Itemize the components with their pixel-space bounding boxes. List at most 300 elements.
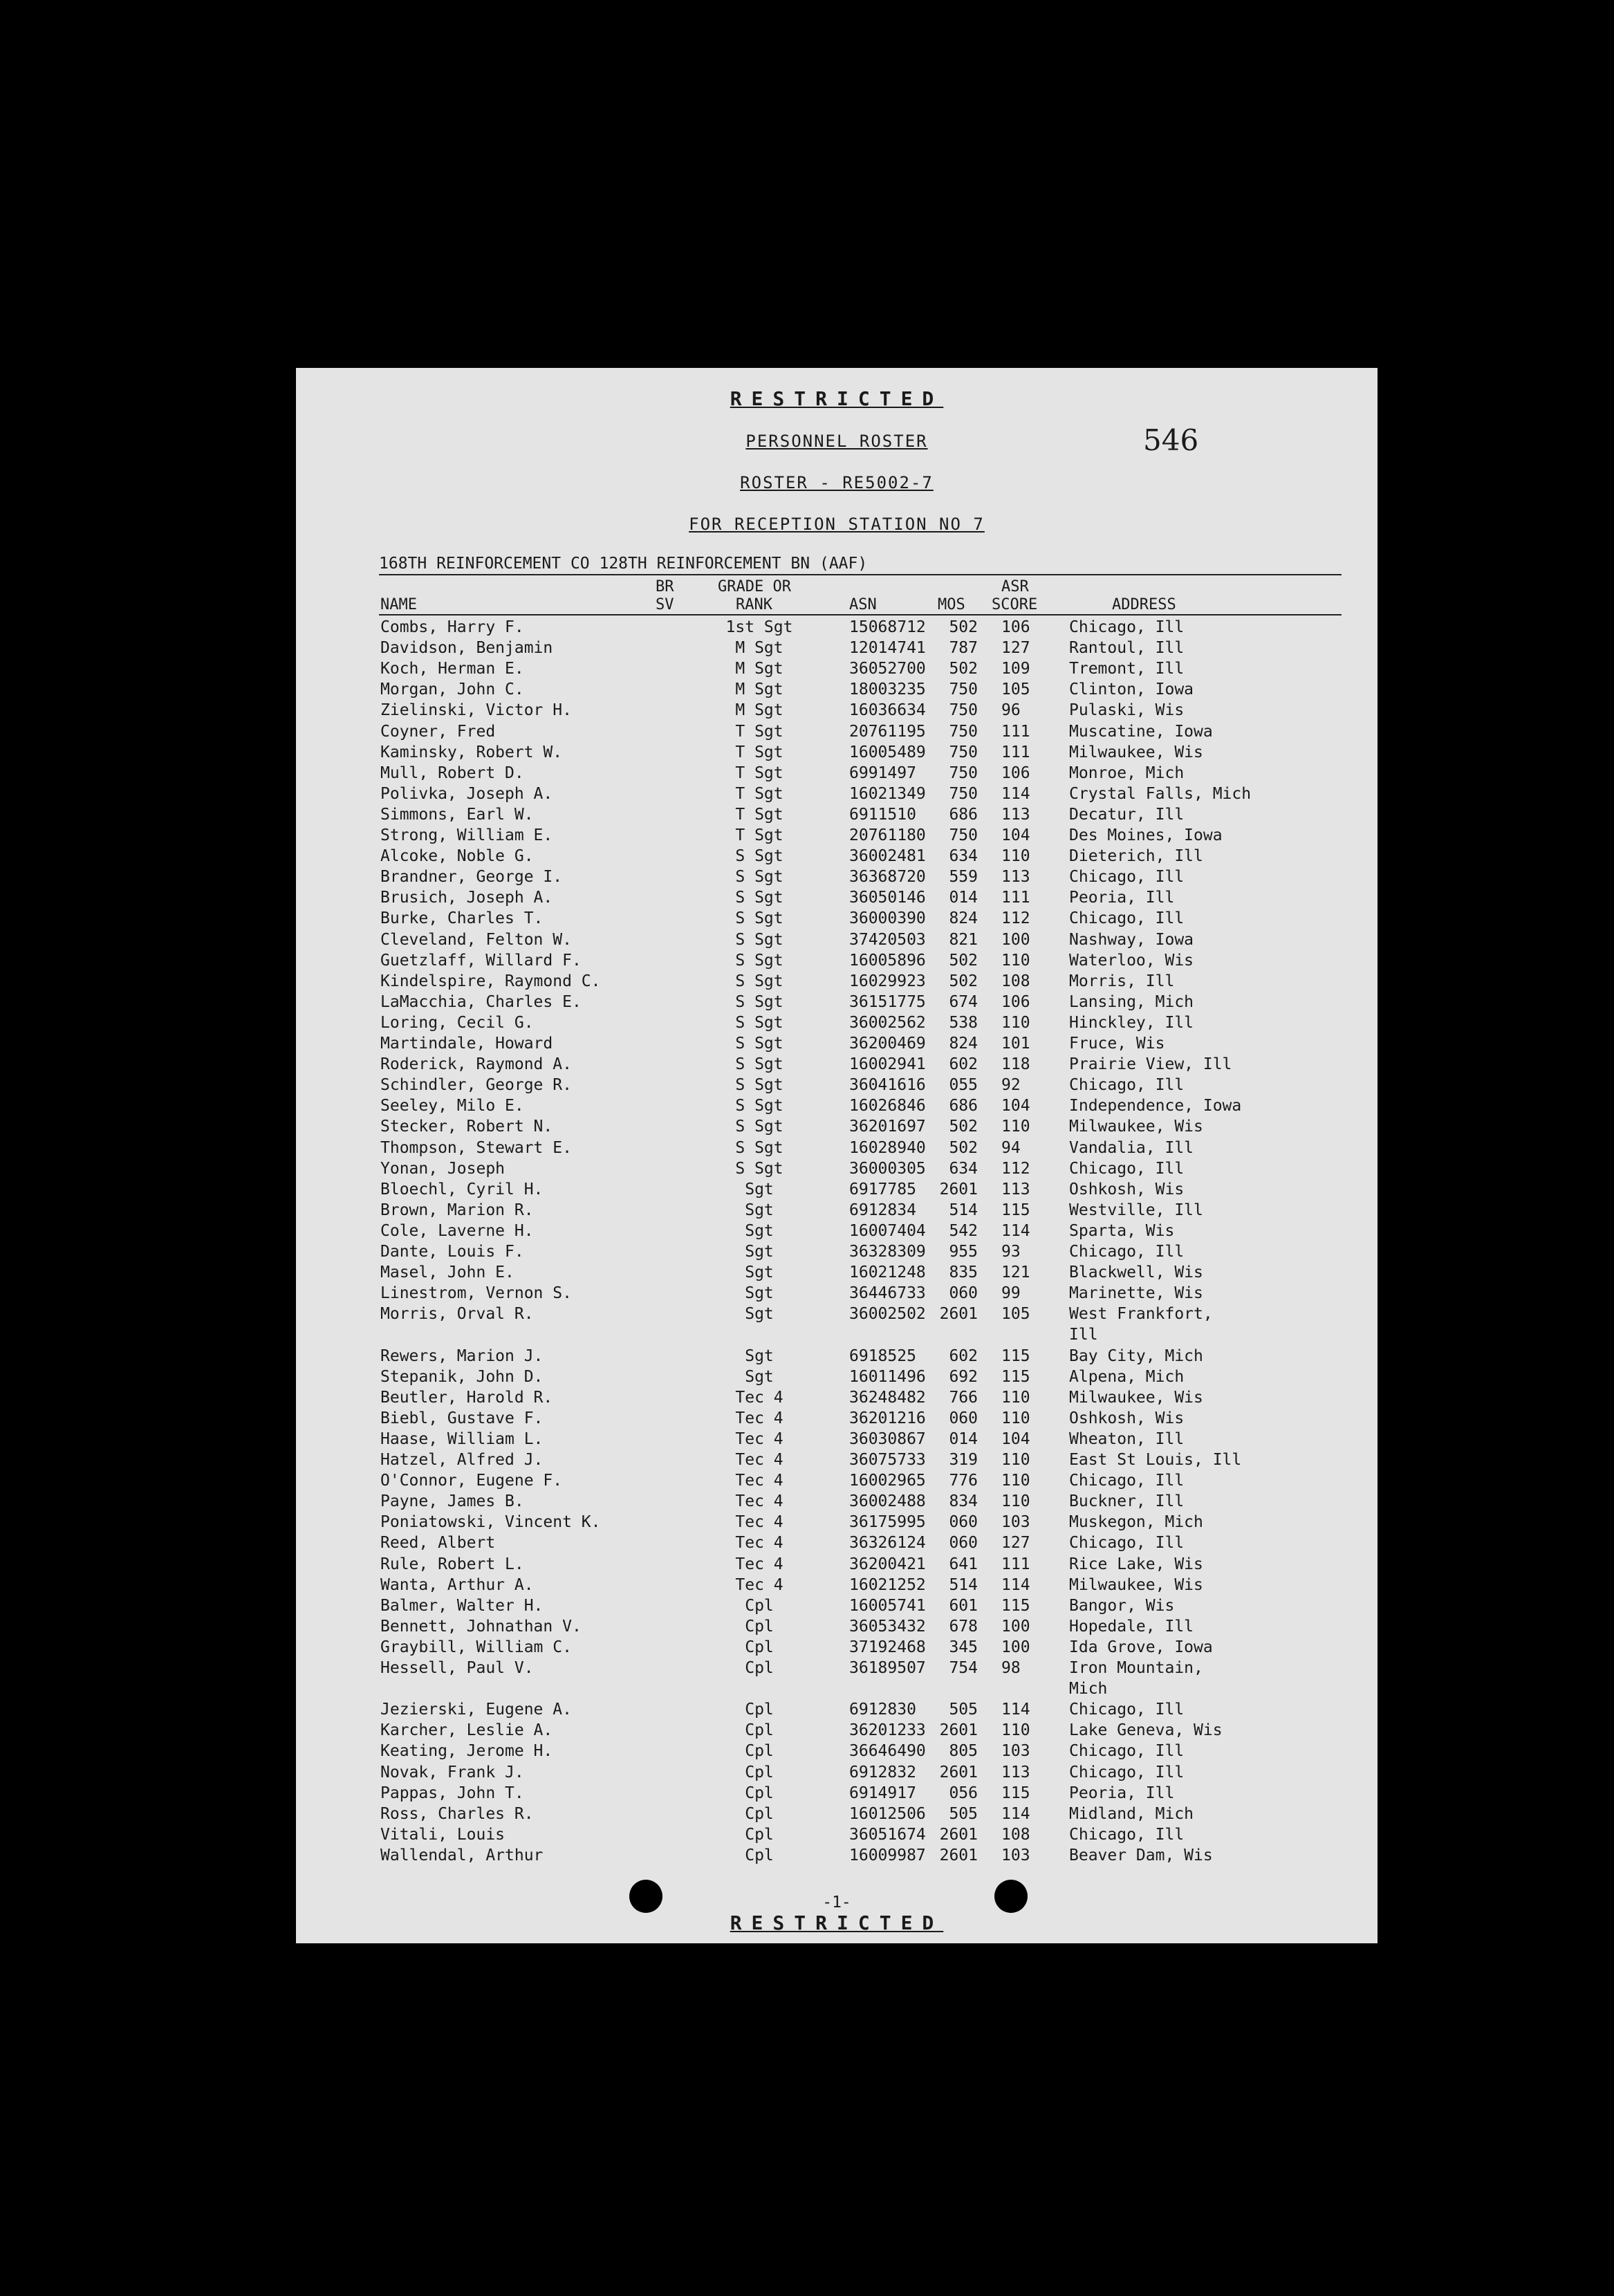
page-marker: -1- (822, 1894, 851, 1911)
row-score: 104 (1001, 1429, 1030, 1448)
row-name: Ross, Charles R. (380, 1804, 534, 1823)
row-rank: Cpl (745, 1784, 774, 1802)
row-rank: S Sgt (735, 889, 783, 907)
row-asn: 36201233 (849, 1721, 926, 1740)
row-score: 110 (1001, 847, 1030, 866)
row-mos: 060 (949, 1409, 978, 1427)
row-asn: 6914917 (849, 1784, 916, 1802)
row-address: Independence, Iowa (1069, 1097, 1242, 1115)
row-score: 115 (1001, 1346, 1030, 1365)
row-name: Burke, Charles T. (380, 909, 544, 928)
row-mos: 787 (949, 639, 978, 658)
row-asn: 36041616 (849, 1076, 926, 1095)
row-address: West Frankfort, (1069, 1305, 1213, 1324)
row-address: Chicago, Ill (1069, 1742, 1185, 1761)
table-row (296, 1513, 1378, 1534)
row-mos: 319 (949, 1451, 978, 1469)
row-rank: S Sgt (735, 972, 783, 990)
table-row (296, 1097, 1378, 1118)
row-rank: T Sgt (735, 805, 783, 824)
row-rank: S Sgt (735, 868, 783, 887)
row-address: Bangor, Wis (1069, 1596, 1175, 1615)
row-address-continuation: Ill (1069, 1326, 1098, 1344)
row-mos: 514 (949, 1575, 978, 1594)
row-asn: 36201697 (849, 1118, 926, 1136)
row-score: 94 (1001, 1138, 1021, 1157)
row-rank: S Sgt (735, 992, 783, 1011)
row-mos: 754 (949, 1659, 978, 1677)
row-asn: 16012506 (849, 1804, 926, 1823)
row-asn: 16005489 (849, 743, 926, 761)
row-rank: S Sgt (735, 1118, 783, 1136)
row-score: 106 (1001, 992, 1030, 1011)
row-mos: 805 (949, 1742, 978, 1761)
row-name: Karcher, Leslie A. (380, 1721, 553, 1740)
row-mos: 345 (949, 1638, 978, 1656)
row-score: 114 (1001, 1701, 1030, 1719)
row-address: Waterloo, Wis (1069, 951, 1194, 970)
row-score: 121 (1001, 1263, 1030, 1282)
row-score: 111 (1001, 1555, 1030, 1573)
row-mos: 060 (949, 1513, 978, 1532)
row-asn: 36000305 (849, 1159, 926, 1178)
row-address: Morris, Ill (1069, 972, 1175, 990)
row-rank: Tec 4 (735, 1575, 783, 1594)
row-rank: Sgt (745, 1243, 774, 1261)
row-score: 111 (1001, 722, 1030, 741)
table-row (296, 723, 1378, 743)
table-row (296, 1263, 1378, 1284)
col-asn: ASN (849, 596, 877, 613)
row-address: Chicago, Ill (1069, 1076, 1185, 1095)
table-row-continuation (296, 1680, 1378, 1701)
row-mos: 955 (949, 1243, 978, 1261)
row-score: 103 (1001, 1513, 1030, 1532)
row-asn: 36248482 (849, 1388, 926, 1407)
row-score: 110 (1001, 1013, 1030, 1032)
table-row (296, 952, 1378, 972)
row-name: Reed, Albert (380, 1534, 496, 1553)
header-rule-bottom (379, 614, 1342, 615)
row-score: 111 (1001, 889, 1030, 907)
row-rank: Tec 4 (735, 1555, 783, 1573)
row-name: Koch, Herman E. (380, 660, 524, 678)
row-score: 113 (1001, 1180, 1030, 1198)
row-mos: 634 (949, 1159, 978, 1178)
row-rank: S Sgt (735, 1097, 783, 1115)
row-score: 105 (1001, 681, 1030, 699)
row-mos: 056 (949, 1784, 978, 1802)
row-mos: 2601 (939, 1825, 978, 1844)
row-name: Stepanik, John D. (380, 1367, 544, 1386)
row-mos: 750 (949, 743, 978, 761)
row-rank: Cpl (745, 1846, 774, 1864)
row-rank: Tec 4 (735, 1472, 783, 1490)
row-asn: 36002562 (849, 1013, 926, 1032)
classification-bottom: RESTRICTED (730, 1911, 944, 1934)
row-score: 108 (1001, 1825, 1030, 1844)
row-asn: 6991497 (849, 763, 916, 782)
row-mos: 821 (949, 930, 978, 949)
table-row (296, 1284, 1378, 1305)
row-name: Combs, Harry F. (380, 618, 524, 636)
row-address: Chicago, Ill (1069, 618, 1185, 636)
row-asn: 36368720 (849, 868, 926, 887)
row-asn: 36646490 (849, 1742, 926, 1761)
table-row (296, 1555, 1378, 1576)
col-grade-top: GRADE OR (718, 578, 791, 595)
row-score: 113 (1001, 1763, 1030, 1781)
row-rank: Sgt (745, 1221, 774, 1240)
row-asn: 20761195 (849, 722, 926, 741)
row-address: Muskegon, Mich (1069, 1513, 1203, 1532)
col-address: ADDRESS (1112, 596, 1176, 613)
row-asn: 16002941 (849, 1055, 926, 1074)
row-mos: 834 (949, 1492, 978, 1511)
row-address: Chicago, Ill (1069, 868, 1185, 887)
row-rank: Cpl (745, 1596, 774, 1615)
row-mos: 514 (949, 1201, 978, 1219)
row-rank: Sgt (745, 1367, 774, 1386)
table-row (296, 785, 1378, 806)
row-score: 105 (1001, 1305, 1030, 1324)
row-score: 115 (1001, 1367, 1030, 1386)
row-asn: 16021349 (849, 784, 926, 803)
table-row (296, 1742, 1378, 1763)
row-score: 100 (1001, 1617, 1030, 1636)
table-row (296, 1763, 1378, 1784)
row-rank: M Sgt (735, 681, 783, 699)
header-rule-top (379, 574, 1342, 575)
table-row (296, 826, 1378, 847)
row-name: Beutler, Harold R. (380, 1388, 553, 1407)
row-name: Morris, Orval R. (380, 1305, 534, 1324)
row-address: Pulaski, Wis (1069, 701, 1185, 720)
row-asn: 16005896 (849, 951, 926, 970)
row-asn: 36075733 (849, 1451, 926, 1469)
row-rank: Sgt (745, 1201, 774, 1219)
row-score: 112 (1001, 909, 1030, 928)
row-asn: 36000390 (849, 909, 926, 928)
row-address: Chicago, Ill (1069, 1472, 1185, 1490)
table-row (296, 1139, 1378, 1160)
row-rank: T Sgt (735, 722, 783, 741)
row-asn: 16005741 (849, 1596, 926, 1615)
row-mos: 692 (949, 1367, 978, 1386)
row-score: 103 (1001, 1742, 1030, 1761)
row-rank: M Sgt (735, 660, 783, 678)
row-rank: S Sgt (735, 951, 783, 970)
row-rank: S Sgt (735, 1159, 783, 1178)
row-rank: Sgt (745, 1180, 774, 1198)
row-name: Coyner, Fred (380, 722, 496, 741)
row-address: East St Louis, Ill (1069, 1451, 1242, 1469)
table-row (296, 681, 1378, 701)
row-address: Milwaukee, Wis (1069, 1575, 1203, 1594)
row-mos: 766 (949, 1388, 978, 1407)
row-mos: 750 (949, 722, 978, 741)
col-asr-top: ASR (1001, 578, 1029, 595)
row-rank: Tec 4 (735, 1429, 783, 1448)
row-asn: 16028940 (849, 1138, 926, 1157)
row-mos: 750 (949, 784, 978, 803)
row-name: Mull, Robert D. (380, 763, 524, 782)
row-rank: S Sgt (735, 1138, 783, 1157)
row-address: Chicago, Ill (1069, 1701, 1185, 1719)
row-mos: 502 (949, 618, 978, 636)
row-mos: 2601 (939, 1305, 978, 1324)
table-row (296, 909, 1378, 930)
row-mos: 505 (949, 1701, 978, 1719)
row-name: Rule, Robert L. (380, 1555, 524, 1573)
row-score: 110 (1001, 1118, 1030, 1136)
table-row (296, 993, 1378, 1014)
row-score: 110 (1001, 1409, 1030, 1427)
row-name: Hatzel, Alfred J. (380, 1451, 544, 1469)
row-address: Chicago, Ill (1069, 1243, 1185, 1261)
row-asn: 20761180 (849, 826, 926, 844)
row-address: Prairie View, Ill (1069, 1055, 1232, 1074)
row-address: Muscatine, Iowa (1069, 722, 1213, 741)
table-row (296, 1701, 1378, 1721)
row-rank: T Sgt (735, 743, 783, 761)
row-name: Linestrom, Vernon S. (380, 1284, 572, 1303)
col-mos: MOS (938, 596, 965, 613)
row-mos: 634 (949, 847, 978, 866)
row-score: 96 (1001, 701, 1021, 720)
row-name: Guetzlaff, Willard F. (380, 951, 582, 970)
row-score: 98 (1001, 1659, 1021, 1677)
row-asn: 16036634 (849, 701, 926, 720)
row-asn: 16029923 (849, 972, 926, 990)
row-mos: 014 (949, 889, 978, 907)
row-rank: Tec 4 (735, 1451, 783, 1469)
row-asn: 36151775 (849, 992, 926, 1011)
row-name: Wallendal, Arthur (380, 1846, 544, 1864)
row-score: 104 (1001, 826, 1030, 844)
row-name: Haase, William L. (380, 1429, 544, 1448)
row-score: 127 (1001, 1534, 1030, 1553)
row-name: Bennett, Johnathan V. (380, 1617, 582, 1636)
row-score: 99 (1001, 1284, 1021, 1303)
row-mos: 678 (949, 1617, 978, 1636)
col-score: SCORE (992, 596, 1038, 613)
row-mos: 2601 (939, 1721, 978, 1740)
row-name: Strong, William E. (380, 826, 553, 844)
row-mos: 502 (949, 1138, 978, 1157)
row-asn: 16021252 (849, 1575, 926, 1594)
row-score: 106 (1001, 763, 1030, 782)
row-name: Yonan, Joseph (380, 1159, 505, 1178)
row-rank: Sgt (745, 1305, 774, 1324)
row-asn: 37192468 (849, 1638, 926, 1656)
col-grade-bottom: RANK (736, 596, 772, 613)
row-rank: 1st Sgt (725, 618, 793, 636)
row-address: Peoria, Ill (1069, 889, 1175, 907)
row-mos: 601 (949, 1596, 978, 1615)
row-name: Pappas, John T. (380, 1784, 524, 1802)
row-address: Dieterich, Ill (1069, 847, 1203, 866)
row-asn: 37420503 (849, 930, 926, 949)
row-asn: 36030867 (849, 1429, 926, 1448)
row-name: Stecker, Robert N. (380, 1118, 553, 1136)
row-score: 110 (1001, 1721, 1030, 1740)
row-address: Rantoul, Ill (1069, 639, 1185, 658)
table-row (296, 972, 1378, 993)
row-score: 114 (1001, 1804, 1030, 1823)
row-name: Cleveland, Felton W. (380, 930, 572, 949)
row-score: 113 (1001, 868, 1030, 887)
table-row (296, 1618, 1378, 1638)
row-name: Loring, Cecil G. (380, 1013, 534, 1032)
row-score: 110 (1001, 1451, 1030, 1469)
row-rank: S Sgt (735, 847, 783, 866)
row-asn: 16021248 (849, 1263, 926, 1282)
row-name: Brandner, George I. (380, 868, 563, 887)
classification-top: RESTRICTED (730, 387, 944, 410)
row-mos: 502 (949, 972, 978, 990)
row-asn: 36326124 (849, 1534, 926, 1553)
row-score: 110 (1001, 1388, 1030, 1407)
row-mos: 602 (949, 1346, 978, 1365)
row-address: Vandalia, Ill (1069, 1138, 1194, 1157)
row-mos: 2601 (939, 1763, 978, 1781)
row-address: Des Moines, Iowa (1069, 826, 1223, 844)
row-score: 100 (1001, 1638, 1030, 1656)
row-name: Brusich, Joseph A. (380, 889, 553, 907)
table-row (296, 1451, 1378, 1472)
row-address: Chicago, Ill (1069, 1763, 1185, 1781)
row-score: 104 (1001, 1097, 1030, 1115)
row-rank: Cpl (745, 1659, 774, 1677)
row-address: Sparta, Wis (1069, 1221, 1175, 1240)
row-address: Iron Mountain, (1069, 1659, 1203, 1677)
row-address: Chicago, Ill (1069, 909, 1185, 928)
table-row (296, 1014, 1378, 1035)
row-rank: T Sgt (735, 763, 783, 782)
row-asn: 36328309 (849, 1243, 926, 1261)
row-rank: Cpl (745, 1638, 774, 1656)
row-score: 112 (1001, 1159, 1030, 1178)
table-row (296, 1826, 1378, 1846)
row-rank: T Sgt (735, 784, 783, 803)
row-score: 115 (1001, 1596, 1030, 1615)
row-name: Schindler, George R. (380, 1076, 572, 1095)
table-row (296, 1721, 1378, 1742)
row-name: Thompson, Stewart E. (380, 1138, 572, 1157)
row-name: Brown, Marion R. (380, 1201, 534, 1219)
row-mos: 060 (949, 1284, 978, 1303)
row-address: Hopedale, Ill (1069, 1617, 1194, 1636)
row-asn: 6911510 (849, 805, 916, 824)
row-name: Kindelspire, Raymond C. (380, 972, 601, 990)
row-mos: 055 (949, 1076, 978, 1095)
row-rank: S Sgt (735, 930, 783, 949)
row-mos: 538 (949, 1013, 978, 1032)
row-address: Hinckley, Ill (1069, 1013, 1194, 1032)
row-mos: 750 (949, 826, 978, 844)
table-row (296, 1430, 1378, 1451)
row-mos: 542 (949, 1221, 978, 1240)
row-name: Poniatowski, Vincent K. (380, 1513, 601, 1532)
row-mos: 686 (949, 805, 978, 824)
roster-page (296, 368, 1378, 1943)
row-name: Jezierski, Eugene A. (380, 1701, 572, 1719)
row-address: Fruce, Wis (1069, 1035, 1165, 1053)
row-asn: 36050146 (849, 889, 926, 907)
row-name: Dante, Louis F. (380, 1243, 524, 1261)
row-address: Monroe, Mich (1069, 763, 1185, 782)
row-address: Alpena, Mich (1069, 1367, 1185, 1386)
row-name: Davidson, Benjamin (380, 639, 553, 658)
row-name: Vitali, Louis (380, 1825, 505, 1844)
col-br-top: BR (656, 578, 674, 595)
row-rank: Sgt (745, 1263, 774, 1282)
row-mos: 750 (949, 701, 978, 720)
row-asn: 12014741 (849, 639, 926, 658)
row-asn: 36002488 (849, 1492, 926, 1511)
row-score: 115 (1001, 1784, 1030, 1802)
row-name: Martindale, Howard (380, 1035, 553, 1053)
row-name: LaMacchia, Charles E. (380, 992, 582, 1011)
row-asn: 36189507 (849, 1659, 926, 1677)
row-asn: 16011496 (849, 1367, 926, 1386)
row-address: Nashway, Iowa (1069, 930, 1194, 949)
row-rank: Cpl (745, 1742, 774, 1761)
row-rank: Sgt (745, 1346, 774, 1365)
row-name: Balmer, Walter H. (380, 1596, 544, 1615)
row-rank: Tec 4 (735, 1513, 783, 1532)
row-name: Keating, Jerome H. (380, 1742, 553, 1761)
row-mos: 835 (949, 1263, 978, 1282)
row-address: Milwaukee, Wis (1069, 1388, 1203, 1407)
col-br-bottom: SV (656, 596, 674, 613)
row-mos: 559 (949, 868, 978, 887)
row-address: Buckner, Ill (1069, 1492, 1185, 1511)
row-asn: 36052700 (849, 660, 926, 678)
row-score: 101 (1001, 1035, 1030, 1053)
row-address: Beaver Dam, Wis (1069, 1846, 1213, 1864)
table-row (296, 1035, 1378, 1055)
row-name: Payne, James B. (380, 1492, 524, 1511)
table-row (296, 847, 1378, 868)
table-row (296, 764, 1378, 785)
row-asn: 6917785 (849, 1180, 916, 1198)
row-mos: 060 (949, 1534, 978, 1553)
row-name: Zielinski, Victor H. (380, 701, 572, 720)
row-mos: 502 (949, 951, 978, 970)
table-row (296, 660, 1378, 681)
row-mos: 641 (949, 1555, 978, 1573)
table-row (296, 1160, 1378, 1181)
station-title: FOR RECEPTION STATION NO 7 (689, 515, 985, 534)
row-mos: 502 (949, 660, 978, 678)
row-mos: 602 (949, 1055, 978, 1074)
row-rank: Tec 4 (735, 1388, 783, 1407)
row-name: Roderick, Raymond A. (380, 1055, 572, 1074)
table-row (296, 1055, 1378, 1076)
row-address: Milwaukee, Wis (1069, 1118, 1203, 1136)
row-rank: M Sgt (735, 639, 783, 658)
row-asn: 16007404 (849, 1221, 926, 1240)
row-score: 118 (1001, 1055, 1030, 1074)
row-rank: Cpl (745, 1804, 774, 1823)
row-mos: 502 (949, 1118, 978, 1136)
row-address: Chicago, Ill (1069, 1534, 1185, 1553)
row-score: 114 (1001, 1221, 1030, 1240)
table-row (296, 1409, 1378, 1430)
row-rank: M Sgt (735, 701, 783, 720)
